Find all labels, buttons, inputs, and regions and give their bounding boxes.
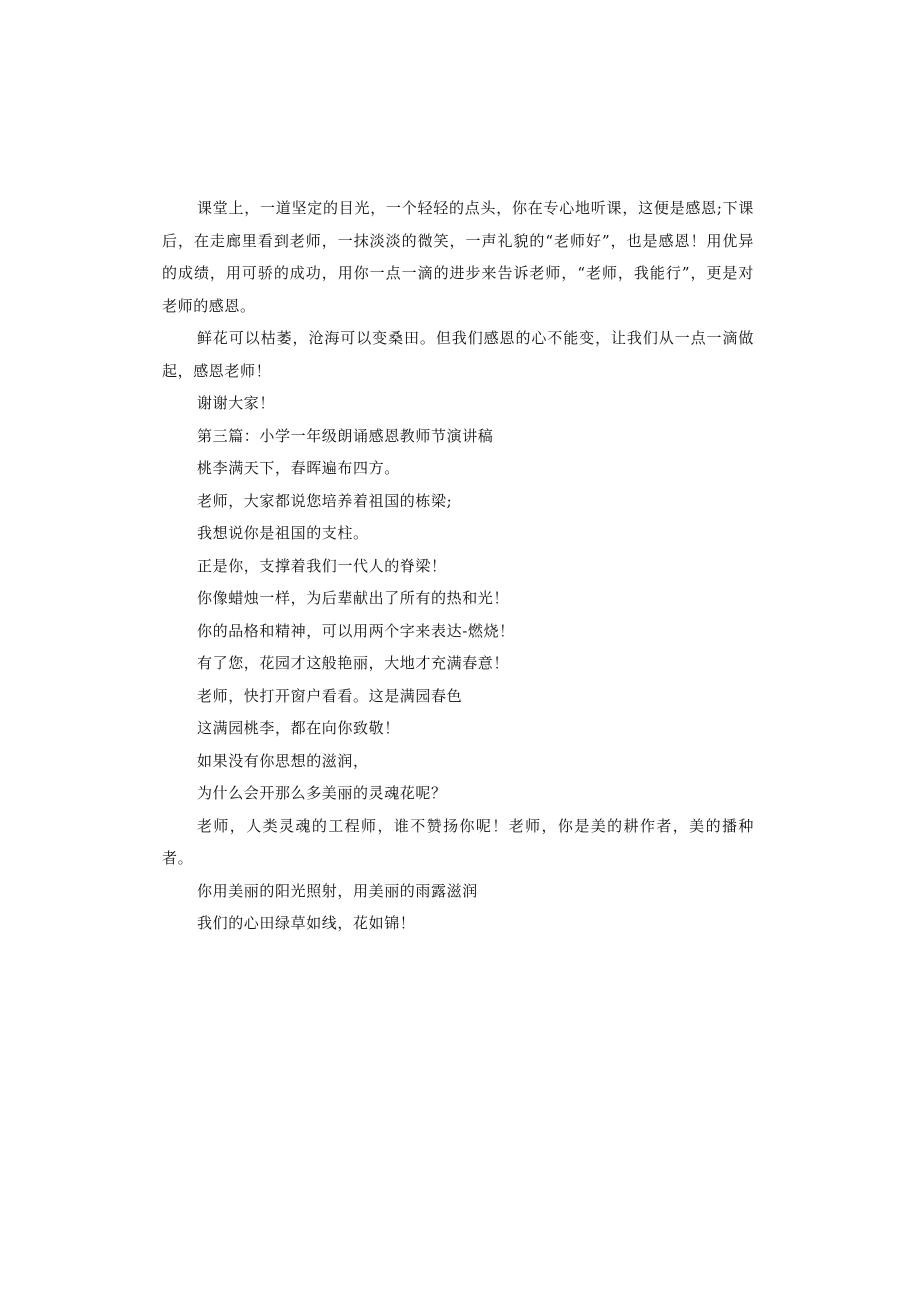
poem-line: 如果没有你思想的滋润，: [197, 751, 369, 770]
section-heading: 第三篇：小学一年级朗诵感恩教师节演讲稿: [197, 426, 494, 445]
document-body: [162, 192, 754, 940]
poem-line: 正是你，支撑着我们一代人的脊梁！: [197, 556, 447, 575]
poem-line: 桃李满天下，春晖遍布四方。: [197, 459, 400, 477]
poem-line: 你用美丽的阳光照射，用美丽的雨露滋润: [197, 881, 478, 900]
poem-line: 你的品格和精神，可以用两个字来表达-燃烧！: [197, 621, 515, 640]
paragraph-thanks: 谢谢大家！: [197, 394, 276, 412]
poem-line: 你像蜡烛一样，为后辈献出了所有的热和光！: [197, 589, 510, 607]
poem-line: 老师，人类灵魂的工程师，谁不赞扬你呢！老师，你是美的耕作者，美的播种者。: [162, 816, 754, 867]
paragraph-gratitude-heart: 鲜花可以枯萎，沧海可以变桑田。但我们感恩的心不能变，让我们从一点一滴做起，感恩老师！: [162, 329, 754, 380]
poem-line: 我想说你是祖国的支柱。: [197, 524, 369, 542]
poem-line: 老师，快打开窗户看看。这是满园春色: [197, 686, 463, 705]
poem-line: 老师，大家都说您培养着祖国的栋梁;: [197, 491, 453, 510]
poem-line: 这满园桃李，都在向你致敬！: [197, 719, 400, 737]
poem-line: 我们的心田绿草如线，花如锦！: [197, 914, 416, 932]
poem-line: 有了您，花园才这般艳丽，大地才充满春意！: [197, 654, 510, 672]
paragraph-gratitude-classroom: 课堂上，一道坚定的目光，一个轻轻的点头，你在专心地听课，这便是感恩;下课后，在走廊里看到老师，一抹淡淡的微笑，一声礼貌的“老师好”，也是感恩！用优异的成绩，用可骄的成功，用你一点一滴的进步来告诉老师，“老师，我能行”，更是对老师的感恩。: [162, 199, 754, 315]
poem-line: 为什么会开那么多美丽的灵魂花呢？: [197, 784, 447, 802]
